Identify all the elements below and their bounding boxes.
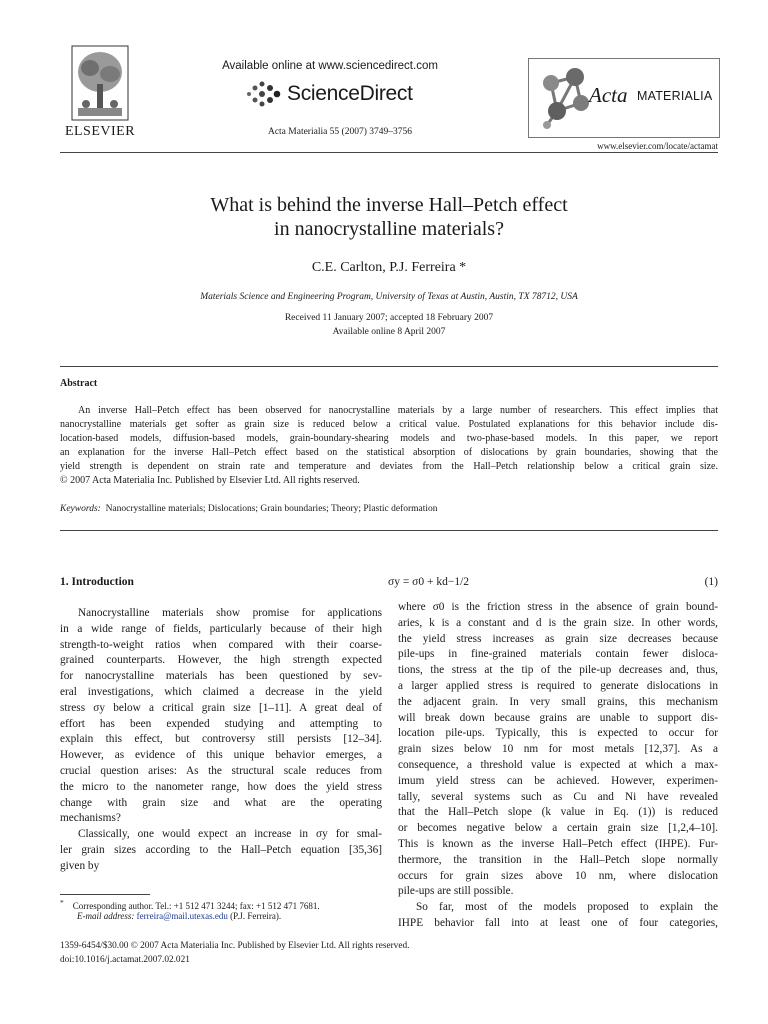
- equation-text: σy = σ0 + kd−1/2: [388, 576, 470, 588]
- abstract-line: an explanation for the inverse Hall–Petch effect based on the statistical absorption of dislocations by grain boundaries, showing that the: [60, 447, 718, 458]
- abstract-copyright: © 2007 Acta Materialia Inc. Published by Elsevier Ltd. All rights reserved.: [60, 475, 360, 486]
- abstract-heading: Abstract: [60, 378, 98, 389]
- acta-materialia-logo: [528, 58, 720, 138]
- article-title-line-1: What is behind the inverse Hall–Petch effect: [210, 194, 568, 216]
- body-line: strength-to-weight ratios when compared with their coarse-: [60, 638, 382, 651]
- abstract-line: An inverse Hall–Petch effect has been observed for nanocrystalline materials by a large number of researchers. This effect implies that: [78, 405, 718, 416]
- body-line: the micro to the nanometer range, how does the yield stress: [60, 780, 382, 793]
- body-line: pile-ups are still possible.: [398, 885, 514, 898]
- body-line: that the Hall–Petch slope (k value in Eq. (1)) is reduced: [398, 806, 718, 819]
- body-line: eral investigations, which claimed a decrease in the yield: [60, 686, 382, 698]
- article-authors: C.E. Carlton, P.J. Ferreira *: [311, 260, 467, 275]
- abstract-line: nanocrystalline materials get softer as grain size is reduced below a critical value. Postulated explanations for this behavior include dis-: [60, 419, 718, 430]
- journal-citation: Acta Materialia 55 (2007) 3749–3756: [267, 127, 413, 137]
- body-line: location pile-ups. Typically, this is expected to occur for: [398, 727, 718, 740]
- available-online-text: Available online at www.sciencedirect.com: [222, 60, 438, 72]
- issn-copyright: 1359-6454/$30.00 © 2007 Acta Materialia Inc. Published by Elsevier Ltd. All rights reserved.: [60, 941, 410, 951]
- body-line: the yield stress increases as grain size decreases because: [398, 632, 718, 645]
- body-line: change with grain size and what are the operating: [60, 796, 382, 809]
- sciencedirect-dots-icon: [243, 80, 283, 108]
- body-line: IHPE behavior fall into at least one of four categories,: [398, 917, 718, 929]
- sciencedirect-logo: [243, 78, 443, 112]
- body-line: tally, several systems such as Cu and Ni have revealed: [398, 790, 718, 803]
- elsevier-logo: [60, 44, 140, 144]
- body-line: aries, k is a constant and d is the grain size. In other words,: [398, 616, 718, 629]
- hall-petch-equation: [388, 576, 718, 588]
- journal-wordmark-materialia: MATERIALIA: [637, 89, 713, 103]
- body-line: tions, the stress at the tip of the pile-up decreases and, thus,: [398, 664, 718, 677]
- elsevier-tree-icon: [70, 44, 130, 122]
- body-line: consequence, a threshold value is expected at which a max-: [398, 759, 718, 771]
- body-line: grain sizes below 10 nm for most metals [12,37]. As a: [398, 743, 718, 756]
- body-line: imum yield stress can be achieved. However, experimen-: [398, 774, 718, 787]
- available-online-date: Available online 8 April 2007: [332, 327, 446, 337]
- keywords-list: Nanocrystalline materials; Dislocations; Grain boundaries; Theory; Plastic deformation: [105, 504, 438, 514]
- abstract-line: yield strength is dependent on strain rate and temperature and deviates from the Hall–Petch relationship below a critical grain size.: [60, 461, 718, 472]
- body-line: a larger applied stress is required to generate dislocations in: [398, 680, 718, 692]
- body-line: where σ0 is the friction stress in the absence of grain bound-: [398, 601, 718, 613]
- body-line: given by: [60, 859, 100, 872]
- abstract-divider-top: [60, 366, 718, 367]
- journal-wordmark-acta: Acta: [589, 83, 628, 107]
- body-line: or becomes negative below a certain grain size [1,2,4–10].: [398, 822, 718, 835]
- keywords-label: Keywords:: [60, 504, 101, 514]
- doi[interactable]: doi:10.1016/j.actamat.2007.02.021: [60, 955, 190, 965]
- section-heading: 1. Introduction: [60, 576, 134, 588]
- journal-url[interactable]: www.elsevier.com/locate/actamat: [597, 141, 718, 151]
- footnote-divider: [60, 894, 150, 895]
- body-line: grained counterparts. However, the high strength expected: [60, 654, 382, 667]
- body-line: the adjacent grain. In very small grains, this mechanism: [398, 695, 718, 708]
- footnote-corresponding: [60, 898, 390, 911]
- body-line: ler grain sizes according to the Hall–Petch equation [35,36]: [60, 844, 382, 856]
- email-link[interactable]: ferreira@mail.utexas.edu: [136, 911, 228, 921]
- body-line: crucial question arises: As the structural scale reduces from: [60, 765, 382, 777]
- body-line: mechanisms?: [60, 812, 121, 825]
- body-line: Nanocrystalline materials show promise for applications: [78, 607, 382, 619]
- body-line: stress σy below a critical grain size [1–11]. A great deal of: [60, 701, 382, 714]
- body-line: thermore, the transition in the Hall–Petch slope normally: [398, 853, 718, 866]
- article-title-line-2: in nanocrystalline materials?: [274, 218, 504, 240]
- body-line: occurs for grain sizes above 10 nm, where dislocation: [398, 869, 718, 882]
- footnote-corresponding-text: Corresponding author. Tel.: +1 512 471 3244; fax: +1 512 471 7681.: [72, 901, 320, 911]
- publisher-name: ELSEVIER: [64, 124, 136, 139]
- body-line: in a wide range of fields, particularly because of their high: [60, 622, 382, 635]
- body-line: explain this effect, but controversy still persists [12–34].: [60, 733, 382, 746]
- equation-number: (1): [704, 576, 718, 588]
- body-line: pile-ups in fine-grained materials contain fewer disloca-: [398, 648, 718, 661]
- body-line: This is known as the inverse Hall–Petch effect (IHPE). Fur-: [398, 838, 718, 850]
- author-affiliation: Materials Science and Engineering Program, University of Texas at Austin, Austin, TX 78712, USA: [200, 292, 578, 302]
- abstract-line: location-based models, diffusion-based models, grain-boundary-shearing models and two-phase-based models. In this paper, we report: [60, 433, 718, 444]
- body-line: However, as evidence of this unique behavior emerges, a: [60, 749, 382, 762]
- footnote-marker: *: [60, 898, 64, 907]
- body-line: effort has been expended studying and attempting to: [60, 717, 382, 730]
- body-line: for nanocrystalline materials has been questioned by sev-: [60, 670, 382, 683]
- body-line: will break down because grains are unable to support dis-: [398, 711, 718, 724]
- sciencedirect-wordmark: ScienceDirect: [287, 82, 413, 105]
- email-suffix: (P.J. Ferreira).: [230, 911, 282, 921]
- email-label: E-mail address:: [77, 911, 135, 921]
- abstract-divider-bottom: [60, 530, 718, 531]
- keywords-line: [60, 504, 718, 514]
- body-line: So far, most of the models proposed to explain the: [416, 901, 718, 914]
- body-line: Classically, one would expect an increase in σy for smal-: [78, 828, 382, 841]
- footnote-email: [77, 911, 397, 921]
- received-dates: Received 11 January 2007; accepted 18 February 2007: [284, 313, 494, 323]
- header-divider: [60, 152, 718, 153]
